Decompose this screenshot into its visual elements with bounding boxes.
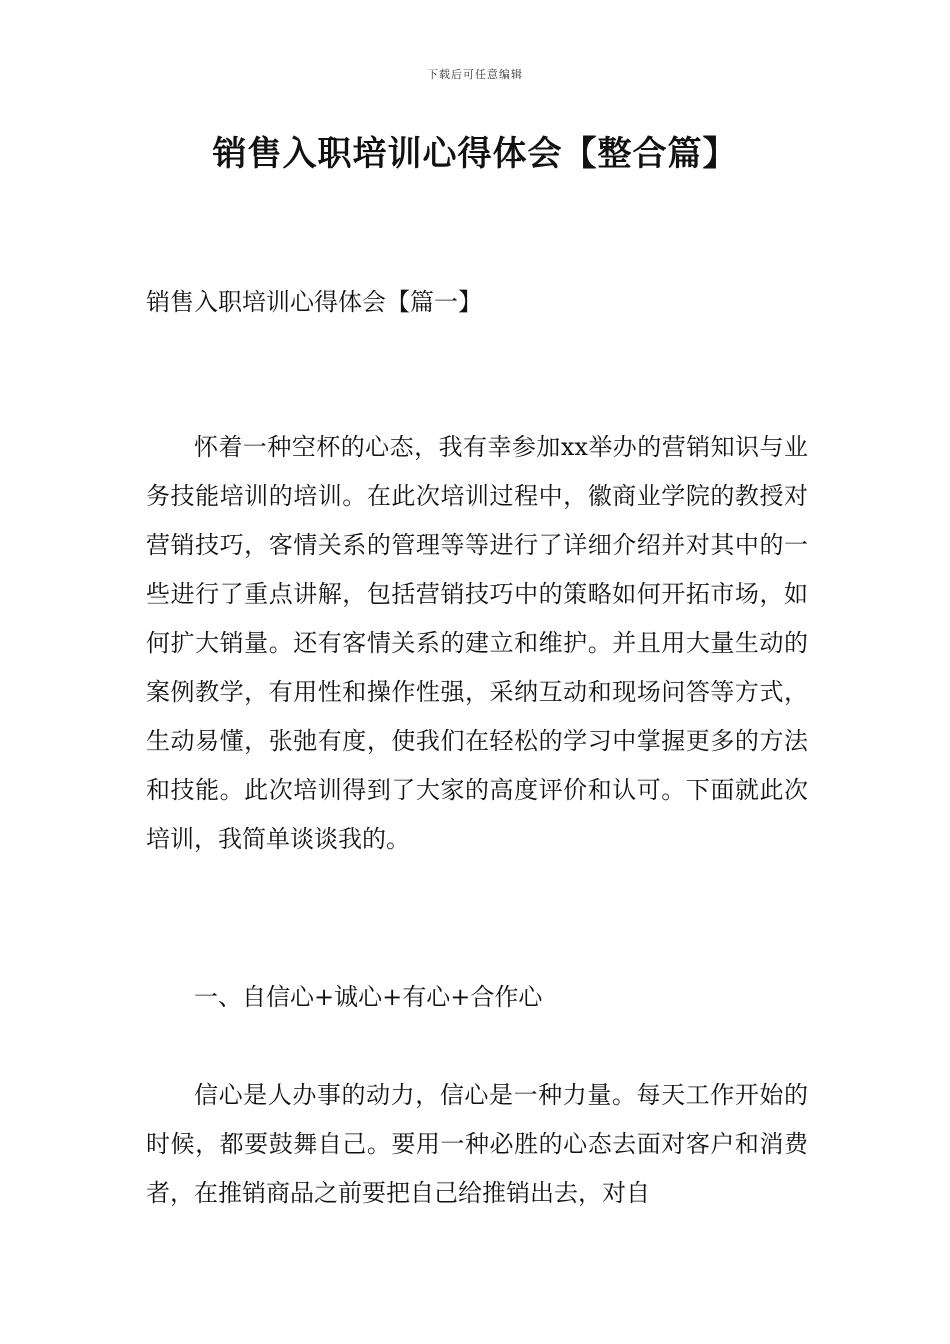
paragraph-2: 信心是人办事的动力，信心是一种力量。每天工作开始的时候，都要鼓舞自己。要用一种必胜的心态去面对客户和消费者，在推销商品之前要把自己给推销出去，对自 bbox=[146, 1081, 808, 1207]
document-title: 销售入职培训心得体会【整合篇】 bbox=[212, 134, 738, 174]
header-note: 下载后可任意编辑 bbox=[427, 68, 523, 81]
section-heading: 销售入职培训心得体会【篇一】 bbox=[146, 288, 482, 316]
paragraph-1: 怀着一种空杯的心态，我有幸参加xx举办的营销知识与业务技能培训的培训。在此次培训过程中，徽商业学院的教授对营销技巧，客情关系的管理等等进行了详细介绍并对其中的一些进行了重点讲解，包括营销技巧中的策略如何开拓市场，如何扩大销量。还有客情关系的建立和维护。并且用大量生动的案例教学，有用性和操作性强，采纳互动和现场问答等方式，生动易懂，张弛有度，使我们在轻松的学习中掌握更多的方法和技能。此次培训得到了大家的高度评价和认可。下面就此次培训，我简单谈谈我的。 bbox=[146, 433, 808, 853]
sub-heading: 一、自信心+诚心+有心+合作心 bbox=[194, 983, 543, 1011]
